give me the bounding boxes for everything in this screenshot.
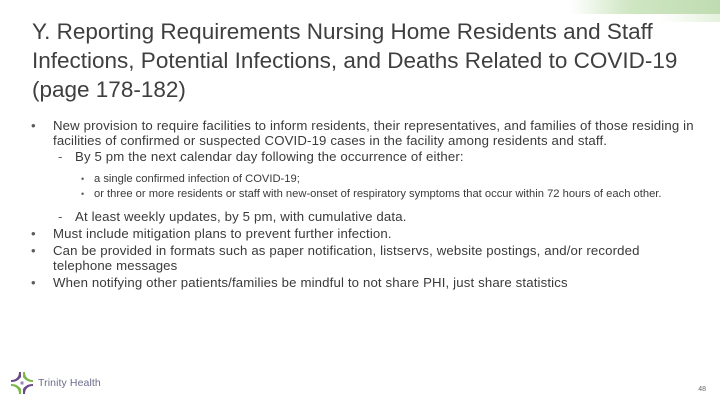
trinity-health-cross-icon xyxy=(10,371,34,395)
bullet-marker: - xyxy=(58,208,63,224)
bullet-marker: • xyxy=(31,118,36,133)
logo-text: Trinity Health xyxy=(38,377,101,389)
bullet-marker: • xyxy=(31,275,36,291)
page-number: 48 xyxy=(698,386,706,393)
bullet-item xyxy=(31,226,701,241)
bullet-text: or three or more residents or staff with new-onset of respiratory symptoms that occur within 72 hours of each other. xyxy=(94,187,662,200)
sub-bullet-item xyxy=(31,149,701,164)
corner-decoration xyxy=(570,0,720,14)
bullet-marker: • xyxy=(81,188,85,199)
bullet-marker: • xyxy=(31,243,36,259)
trinity-health-logo xyxy=(10,370,101,396)
slide-title: Y. Reporting Requirements Nursing Home Residents and Staff Infections, Potential Infections, and Deaths Related to COVID-19 (page 178-182) xyxy=(32,19,678,102)
bullet-text: a single confirmed infection of COVID-19; xyxy=(94,172,300,185)
bullet-text: At least weekly updates, by 5 pm, with cumulative data. xyxy=(75,208,407,224)
bullet-marker: • xyxy=(31,225,36,241)
bullet-marker: - xyxy=(58,149,63,165)
sub-bullet-item xyxy=(31,209,701,224)
bullet-item xyxy=(31,118,701,148)
bullet-text: When notifying other patients/families be mindful to not share PHI, just share statistics xyxy=(53,275,568,291)
bullet-marker: • xyxy=(81,173,85,184)
sub-sub-bullet-item xyxy=(31,188,701,201)
bullet-item xyxy=(31,243,701,273)
bullet-text: Can be provided in formats such as paper notification, listservs, website postings, and/or recorded telephone messages xyxy=(53,243,640,274)
slide-body xyxy=(31,118,701,291)
bullet-text: Must include mitigation plans to prevent further infection. xyxy=(53,225,392,241)
bullet-text: New provision to require facilities to inform residents, their representatives, and families of those residing in facilities of confirmed or suspected COVID-19 cases in the facility among residents and staff. xyxy=(53,118,694,149)
bullet-text: By 5 pm the next calendar day following the occurrence of either: xyxy=(75,149,464,165)
sub-sub-bullet-item xyxy=(31,173,701,186)
bullet-item xyxy=(31,275,701,290)
